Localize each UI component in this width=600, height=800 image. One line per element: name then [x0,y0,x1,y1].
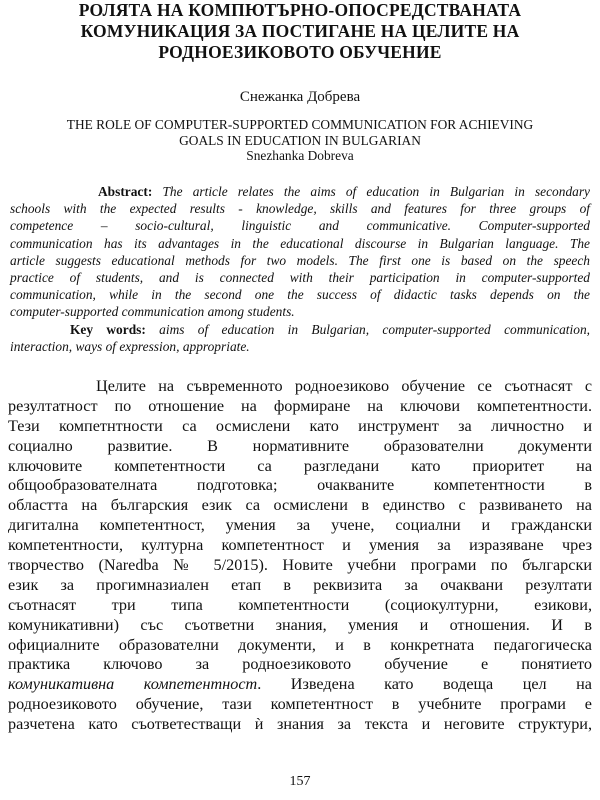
body-line: разчетена като съответестващи ѝ знания за текста и неговите структури, [8,715,592,734]
page-number: 157 [289,774,311,789]
abstract-line: communication has its advantages in the educational discourse in Bulgarian language. The [10,235,590,251]
body-line: съотнасят три типа компетентности (социокултурни, езикови, [8,595,592,614]
title-line: РОДНОЕЗИКОВОТО ОБУЧЕНИЕ [158,42,442,62]
title-english [10,117,590,149]
abstract-line: schools with the expected results - knowledge, skills and features for three groups of [10,201,590,217]
title-line: РОЛЯТА НА КОМПЮТЪРНО-ОПОСРЕДСТВАНАТА [78,0,522,20]
body-line: творчество (Naredba № 5/2015). Новите учебни програми по български [8,556,592,575]
abstract-line: computer-supported communication among students. [10,304,295,320]
body-line: компетентности, културна компетентност и умения за изразяване чрез [8,536,592,555]
body-line: Целите на съвременното родноезиково обучение се съотнасят с [96,377,592,395]
body-line: комуникативни) със съответни знания, умения и отношения. И в [8,615,592,634]
emphasized-term: комуникативна компетентност [8,675,258,694]
title-bulgarian [20,0,580,63]
author-english: Snezhanka Dobreva [246,148,354,163]
title-line: КОМУНИКАЦИЯ ЗА ПОСТИГАНЕ НА ЦЕЛИТЕ НА [80,21,520,41]
title-line: THE ROLE OF COMPUTER-SUPPORTED COMMUNICATION FOR ACHIEVING [66,117,534,132]
body-line: ключовите компетентности са разгледани като приоритет на [8,456,592,475]
body-line: родноезиковото обучение, тази компетентност в учебните програми е [8,695,592,714]
abstract [10,183,590,355]
abstract-line: article suggests educational methods for two models. The first one is based on the speech [10,252,590,268]
author-bulgarian: Снежанка Добрева [239,89,361,105]
body-line: общообразователната подготовка; очакваните компетентности в [8,476,592,495]
body-line: резултатност по отношение на формиране на ключови компетентности. [8,396,592,415]
abstract-line: competence – socio-cultural, linguistic and communicative. Computer-supported [10,218,590,234]
body-line: дигитална компетентност, умения за учене, социални и граждански [8,516,592,535]
keywords-line: interaction, ways of expression, appropriate. [10,338,250,354]
body-line: език за прогимназиален етап в реквизита за очаквани резултати [8,575,592,594]
keywords-line: Key words: aims of education in Bulgarian, computer-supported communication, [70,321,590,337]
body-line: практика ключово за родноезиковото обучение е понятието [8,655,592,674]
keywords-label: Key words: [70,321,146,337]
abstract-line: Abstract: The article relates the aims of education in Bulgarian in secondary [98,184,590,199]
body-line: комуникативна компетентност. Изведена като водеща цел на [8,675,592,694]
abstract-line: communication, while in the second one the success of didactic tasks depends on the [10,287,590,303]
body-line: социално развитие. В нормативните образователни документи [8,436,592,455]
abstract-label: Abstract: [98,184,153,199]
body-line: Тези компетнтности са осмислени като инструмент за личностно и [8,416,592,435]
title-line: GOALS IN EDUCATION IN BULGARIAN [179,133,421,148]
abstract-line: practice of students, and is connected with their participation in computer-supported [10,269,590,285]
body-line: областта на българския език са осмислени в единство с развиването на [8,496,592,515]
body-paragraph [8,377,592,735]
body-line: официалните образователни документи, и в конкретната педагогическа [8,635,592,654]
